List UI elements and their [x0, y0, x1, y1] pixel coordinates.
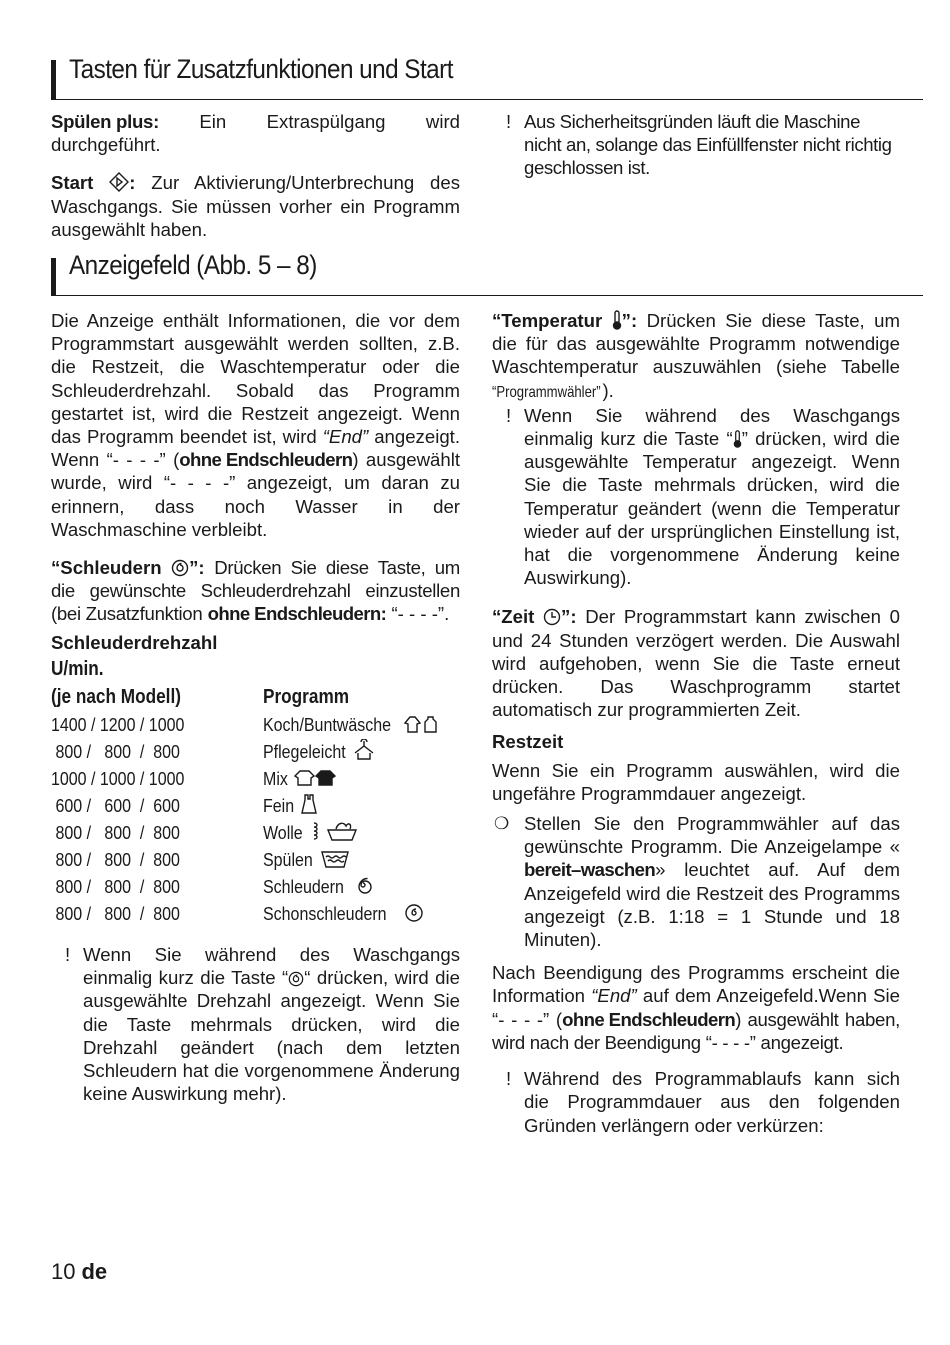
temperatur-label: “Temperatur — [492, 310, 603, 331]
temperatur-text: Drücken Sie diese Taste, um die für das ausgewählte Programm notwendige Waschtemperatur auszuwählen (siehe Tabelle — [492, 310, 900, 378]
rpm-value: 800 / 800 / 800 — [51, 902, 180, 924]
spuelen-label: Spülen plus: — [51, 111, 159, 132]
temperatur-text-end: ). — [602, 379, 614, 401]
spin-note — [51, 943, 460, 1105]
rpm-value: 1400 / 1200 / 1000 — [51, 713, 185, 735]
page-number: 10 — [51, 1259, 76, 1284]
intro-text: angezeigt. Wenn “- - - -” ( — [51, 426, 460, 471]
section-heading-display — [51, 252, 923, 296]
cotton-icon — [403, 714, 443, 734]
rinse-icon — [320, 847, 350, 869]
bullet-mark: ❍ — [494, 814, 510, 834]
heading-bar — [51, 258, 56, 296]
table-row — [51, 792, 443, 819]
table-row — [51, 846, 443, 873]
bereit-waschen: bereit–waschen — [524, 859, 656, 881]
thermometer-icon — [612, 310, 622, 330]
start-text: Zur Aktivierung/Unterbrechung des Waschgangs. Sie müssen vorher ein Programm ausgewählt haben. — [51, 172, 460, 240]
program-name: Pflegeleicht — [263, 741, 346, 763]
ohne-endschleudern: ohne Endschleudern: — [207, 603, 387, 625]
start-paragraph: Start : Zur Aktivierung/Unterbrechung des Waschgangs. Sie müssen vorher ein Programm ausgewählt haben. — [51, 172, 460, 240]
display-intro — [51, 309, 460, 541]
end-code: “End” — [322, 426, 369, 448]
table-row — [51, 873, 443, 900]
duration-note — [492, 1067, 900, 1137]
note-mark: ! — [65, 944, 71, 966]
table-header-row — [51, 684, 443, 711]
rpm-value: 800 / 800 / 800 — [51, 875, 180, 897]
heading-title: Anzeigefeld (Abb. 5 – 8) — [69, 250, 317, 280]
section-heading-functions — [51, 56, 923, 100]
clock-icon — [543, 608, 561, 626]
spin-table — [51, 684, 443, 927]
restzeit-title: Restzeit — [492, 731, 564, 753]
display-right-column — [492, 309, 900, 1137]
end-text: Nach Beendigung des Programms erscheint die Information — [492, 962, 900, 1007]
bullet-text: Stellen Sie den Programmwähler auf das gewünschte Programm. Die Anzeigelampe « — [524, 813, 900, 858]
note-mark: ! — [506, 111, 512, 132]
mix-icon — [293, 768, 337, 788]
temperatur-note-part: Wenn Sie während des Waschgangs einmalig kurz die Taste “ — [524, 404, 900, 450]
zeit-label: “Zeit — [492, 606, 535, 628]
end-paragraph — [492, 961, 900, 1054]
duration-note-text: Während des Programmablaufs kann sich die Programmdauer aus den folgenden Gründen verlängern oder verkürzen: — [524, 1068, 900, 1136]
program-name: Fein — [263, 795, 295, 817]
restzeit-bullet — [492, 812, 900, 951]
start-icon — [109, 172, 129, 192]
end-text: ) ausgewählt haben, wird nach der Beendigung “- - - -” angezeigt. — [492, 1008, 901, 1053]
program-name: Schonschleudern — [263, 902, 387, 924]
spin-icon — [352, 874, 374, 896]
program-name: Schleudern — [263, 876, 344, 898]
spin-note-part: “ drücken, wird die ausgewählte Drehzahl angezeigt. Wenn Sie die Taste mehrmals drücken, wird die Drehzahl geändert (nach dem letzten Schleudern hat die vorgenommene Änderung keine Auswirkung mehr). — [83, 967, 460, 1105]
ohne-endschleudern: ohne Endschleudern — [562, 1008, 736, 1030]
zeit-label-end: ”: — [561, 606, 577, 628]
rpm-value: 800 / 800 / 800 — [51, 848, 180, 870]
display-left-column — [51, 309, 460, 1105]
spuelen-text: Ein Extraspülgang wird durchgeführt. — [51, 111, 461, 156]
zeit-paragraph — [492, 605, 900, 721]
schleudern-label: “Schleudern — [51, 557, 162, 579]
rpm-value: 800 / 800 / 800 — [51, 821, 180, 843]
start-label: Start — [51, 172, 94, 194]
wool-icon — [310, 820, 360, 842]
program-name: Wolle — [263, 822, 303, 844]
program-name: Spülen — [263, 849, 313, 871]
spin-icon — [288, 971, 304, 987]
table-col-program: Programm — [263, 686, 350, 709]
safety-note-text: Aus Sicherheitsgründen läuft die Maschine nicht an, solange das Einfüllfenster nicht richtig geschlossen ist. — [524, 111, 892, 179]
spin-note-text — [83, 943, 460, 1105]
heading-title: Tasten für Zusatzfunktionen und Start — [69, 54, 453, 84]
temperatur-note-text — [524, 404, 900, 590]
table-row — [51, 738, 443, 765]
table-unit: U/min. — [51, 657, 104, 680]
temperatur-ref: “Programmwähler” — [492, 383, 601, 401]
rpm-value: 600 / 600 / 600 — [51, 794, 180, 816]
schleudern-text-end: “- - - -”. — [391, 603, 450, 625]
table-col-model: (je nach Modell) — [51, 686, 181, 709]
page-footer — [51, 1260, 107, 1283]
gentle-spin-icon — [404, 903, 424, 923]
restzeit-bullet-text — [524, 812, 900, 951]
bullet-text: » leuchtet auf. Auf dem Anzeigefeld wird die Restzeit des Programms angezeigt (z.B. 1:18 = 1 Stunde und 18 Minuten). — [524, 859, 900, 951]
temperatur-paragraph — [492, 309, 900, 404]
program-name: Koch/Buntwäsche — [263, 713, 392, 735]
intro-text: Die Anzeige enthält Informationen, die vor dem Programmstart ausgewählt werden sollten, z.B. die Restzeit, die Waschtemperatur oder die Schleuderdrehzahl. Sobald das Programm gestartet ist, wird die Restzeit angezeigt. Wenn das Programm beendet ist, wird — [51, 310, 460, 448]
rpm-value: 800 / 800 / 800 — [51, 740, 180, 762]
table-row — [51, 819, 443, 846]
restzeit-text: Wenn Sie ein Programm auswählen, wird die ungefähre Programmdauer angezeigt. — [492, 759, 900, 804]
language-code: de — [81, 1259, 108, 1284]
table-row — [51, 711, 443, 738]
table-row — [51, 765, 443, 792]
schleudern-label-end: ”: — [189, 557, 205, 579]
spin-icon — [171, 559, 189, 577]
heading-bar — [51, 60, 56, 100]
functions-left-column — [51, 110, 460, 241]
temperatur-label-end: ”: — [621, 310, 638, 331]
spin-note-part: Wenn Sie während des Waschgangs einmalig kurz die Taste “ — [83, 944, 460, 989]
program-name: Mix — [263, 767, 288, 789]
end-code: “End” — [591, 985, 637, 1007]
delicate-icon — [300, 793, 318, 815]
thermometer-icon — [733, 430, 742, 448]
schleudern-text: Drücken Sie diese Taste, um die gewünschte Schleuderdrehzahl einzustellen (bei Zusatzfunktion — [51, 557, 460, 625]
temperatur-note-part: ” drücken, wird die ausgewählte Temperatur angezeigt. Wenn Sie die Taste mehrmals drücken, wird die Temperatur geändert (wenn die Temperatur wieder auf der ursprünglichen Einstellung ist, hat die vorgenommene Änderung keine Auswirkung). — [524, 428, 900, 589]
functions-right-column — [492, 110, 900, 180]
zeit-text: Der Programmstart kann zwischen 0 und 24 Stunden verzögert werden. Die Auswahl wird aufgehoben, wenn Sie die Taste erneut drücken. Das Waschprogramm startet automatisch zur programmierten Zeit. — [492, 606, 900, 721]
intro-text: ) ausgewählt wurde, wird “- - - -” angezeigt, um daran zu erinnern, dass noch Wasser in der Waschmaschine verbleibt. — [51, 449, 460, 540]
ohne-endschleudern: ohne Endschleudern — [179, 449, 353, 471]
temperatur-note — [492, 404, 900, 590]
safety-note — [492, 110, 900, 180]
spuelen-paragraph — [51, 110, 460, 156]
table-title: Schleuderdrehzahl — [51, 631, 218, 653]
end-text: auf dem Anzeigefeld.Wenn Sie “- - - -” ( — [492, 985, 900, 1030]
table-row — [51, 900, 443, 927]
schleudern-paragraph — [51, 556, 460, 626]
note-mark: ! — [506, 1068, 512, 1090]
note-mark: ! — [506, 404, 512, 426]
easy-care-icon — [352, 739, 376, 761]
rpm-value: 1000 / 1000 / 1000 — [51, 767, 185, 789]
